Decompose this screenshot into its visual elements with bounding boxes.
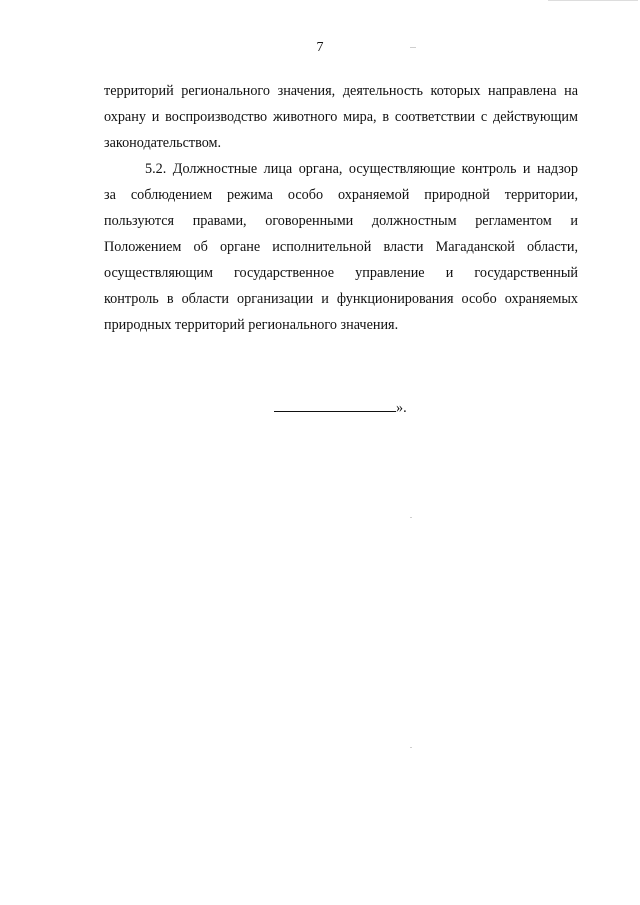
text-line: осуществляющим государственное управление и государственный (104, 265, 578, 281)
closing-line (274, 395, 407, 421)
scan-speck (410, 747, 412, 748)
text-line: пользуются правами, оговоренными должностным регламентом и (104, 213, 578, 229)
closing-quote: ». (396, 400, 407, 416)
scan-speck (410, 517, 412, 518)
scan-speck (410, 47, 416, 48)
text-line: законодательством. (104, 135, 222, 151)
text-line: охрану и воспроизводство животного мира, в соответствии с действующим (104, 109, 578, 125)
text-line: природных территорий регионального значения. (104, 317, 399, 333)
text-line: территорий регионального значения, деятельность которых направлена на (104, 83, 578, 99)
text-line: за соблюдением режима особо охраняемой природной территории, (104, 187, 578, 203)
text-line: Положением об органе исполнительной власти Магаданской области, (104, 239, 578, 255)
page-number: 7 (316, 40, 324, 55)
text-line: 5.2. Должностные лица органа, осуществляющие контроль и надзор (145, 161, 578, 177)
text-line: контроль в области организации и функционирования особо охраняемых (104, 291, 578, 307)
signature-rule (274, 397, 396, 412)
scan-edge (548, 0, 638, 1)
